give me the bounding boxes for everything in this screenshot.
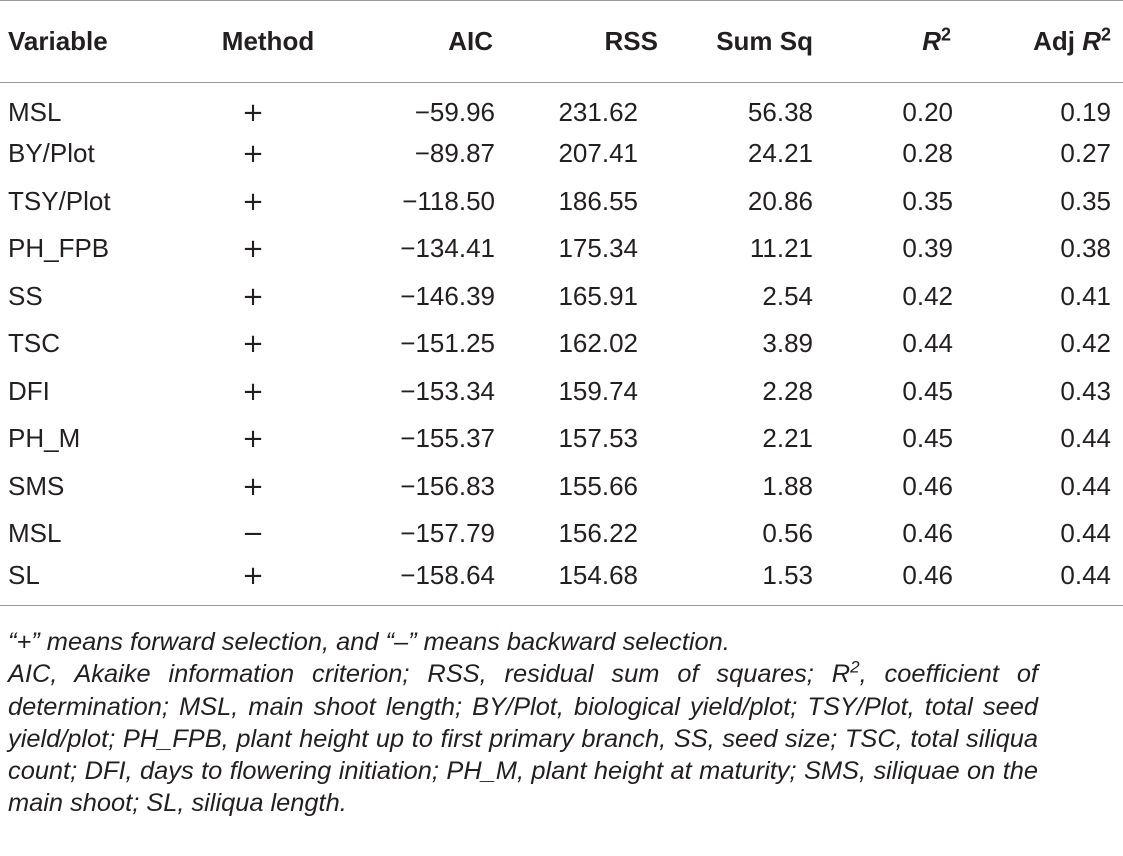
method-symbol: +	[242, 471, 264, 502]
cell-aic: −153.34	[400, 375, 495, 406]
header-rss: RSS	[513, 1, 658, 83]
cell-variable: MSL	[8, 518, 62, 549]
table-row	[0, 320, 1123, 368]
cell-aic: −157.79	[400, 518, 495, 549]
method-symbol: −	[242, 519, 264, 550]
cell-method	[178, 178, 328, 226]
method-symbol: +	[242, 376, 264, 407]
cell-adj-r-squared: 0.44	[1060, 559, 1111, 590]
cell-method	[178, 368, 328, 416]
cell-sum-sq: 3.89	[762, 328, 813, 359]
header-r-squared-base: R	[922, 26, 941, 56]
cell-variable: SS	[8, 280, 43, 311]
cell-r-squared: 0.42	[902, 280, 953, 311]
header-r-squared-sup: 2	[940, 24, 951, 45]
table-footnotes	[8, 626, 1038, 820]
cell-rss: 165.91	[558, 280, 638, 311]
cell-rss: 156.22	[558, 518, 638, 549]
cell-rss: 207.41	[558, 138, 638, 169]
method-symbol: +	[242, 139, 264, 170]
cell-adj-r-squared: 0.44	[1060, 423, 1111, 454]
cell-method	[178, 130, 328, 178]
method-symbol: +	[242, 98, 264, 128]
cell-method	[178, 415, 328, 463]
header-sum-sq: Sum Sq	[658, 1, 813, 83]
table-row	[0, 368, 1123, 416]
cell-r-squared: 0.45	[902, 423, 953, 454]
cell-variable: SL	[8, 559, 40, 590]
cell-aic: −158.64	[400, 559, 495, 590]
table-row	[0, 178, 1123, 226]
cell-adj-r-squared: 0.27	[1060, 138, 1111, 169]
cell-variable: BY/Plot	[8, 138, 95, 169]
cell-r-squared: 0.39	[902, 233, 953, 264]
cell-r-squared: 0.46	[902, 518, 953, 549]
cell-method	[178, 320, 328, 368]
cell-adj-r-squared: 0.19	[1060, 97, 1111, 127]
cell-rss: 162.02	[558, 328, 638, 359]
cell-aic: −155.37	[400, 423, 495, 454]
method-symbol: +	[242, 186, 264, 217]
header-variable: Variable	[0, 1, 178, 83]
footnote-abbrev-sup: 2	[850, 657, 860, 677]
table-row	[0, 510, 1123, 558]
cell-method	[178, 510, 328, 558]
cell-aic: −156.83	[400, 470, 495, 501]
cell-rss: 175.34	[558, 233, 638, 264]
table-row	[0, 463, 1123, 511]
cell-rss: 155.66	[558, 470, 638, 501]
table-header	[0, 1, 1123, 83]
header-r-squared	[813, 1, 959, 83]
header-adj-r-squared	[959, 1, 1123, 83]
cell-sum-sq: 24.21	[747, 138, 813, 169]
cell-adj-r-squared: 0.41	[1060, 280, 1111, 311]
table-body	[0, 83, 1123, 606]
cell-adj-r-squared: 0.43	[1060, 375, 1111, 406]
cell-r-squared: 0.44	[902, 328, 953, 359]
cell-method	[178, 83, 328, 131]
cell-method	[178, 463, 328, 511]
footnote-abbrev-part2: , coefficient of determination; MSL, main shoot length; BY/Plot, biological yield/plot; TSY/Plot, total seed yield/plot; PH_FPB, plant height up to first primary branch, SS, seed size; TSC, total siliqua count; DFI, days to flowering initiation; PH_M, plant height at maturity; SMS, siliquae on the main shoot; SL, siliqua length.	[8, 660, 1038, 818]
cell-sum-sq: 2.54	[762, 280, 813, 311]
cell-r-squared: 0.46	[902, 559, 953, 590]
cell-r-squared: 0.20	[902, 97, 953, 127]
footnote-abbreviations	[8, 658, 1038, 819]
cell-rss: 186.55	[558, 185, 638, 216]
cell-r-squared: 0.35	[902, 185, 953, 216]
table-row	[0, 130, 1123, 178]
header-method: Method	[178, 1, 328, 83]
table-row	[0, 225, 1123, 273]
cell-sum-sq: 56.38	[747, 97, 813, 127]
header-aic: AIC	[328, 1, 513, 83]
cell-variable: SMS	[8, 470, 65, 501]
cell-method	[178, 273, 328, 321]
cell-aic: −146.39	[400, 280, 495, 311]
cell-sum-sq: 0.56	[762, 518, 813, 549]
cell-aic: −89.87	[414, 138, 495, 169]
cell-sum-sq: 2.21	[762, 423, 813, 454]
cell-adj-r-squared: 0.44	[1060, 518, 1111, 549]
cell-rss: 231.62	[558, 97, 638, 127]
cell-sum-sq: 2.28	[762, 375, 813, 406]
cell-r-squared: 0.46	[902, 470, 953, 501]
cell-r-squared: 0.45	[902, 375, 953, 406]
cell-aic: −118.50	[402, 185, 495, 216]
cell-adj-r-squared: 0.38	[1060, 233, 1111, 264]
cell-adj-r-squared: 0.35	[1060, 185, 1111, 216]
cell-sum-sq: 11.21	[749, 233, 813, 264]
method-symbol: +	[242, 329, 264, 360]
method-symbol: +	[242, 424, 264, 455]
cell-r-squared: 0.28	[902, 138, 953, 169]
cell-aic: −134.41	[400, 233, 495, 264]
method-symbol: +	[242, 234, 264, 265]
cell-method	[178, 225, 328, 273]
table-row	[0, 558, 1123, 606]
cell-variable: PH_M	[8, 423, 81, 454]
header-row	[0, 1, 1123, 83]
cell-rss: 157.53	[558, 423, 638, 454]
table-row	[0, 415, 1123, 463]
header-adj-r-sup: 2	[1100, 24, 1111, 45]
cell-variable: TSY/Plot	[8, 185, 111, 216]
cell-variable: PH_FPB	[8, 233, 110, 264]
table-row	[0, 83, 1123, 131]
cell-method	[178, 558, 328, 606]
cell-sum-sq: 1.53	[762, 559, 813, 590]
cell-aic: −151.25	[400, 328, 495, 359]
cell-variable: MSL	[8, 97, 62, 127]
method-symbol: +	[242, 281, 264, 312]
cell-aic: −59.96	[414, 97, 495, 127]
cell-adj-r-squared: 0.44	[1060, 470, 1111, 501]
cell-adj-r-squared: 0.42	[1060, 328, 1111, 359]
footnote-method-legend: “+” means forward selection, and “–” means backward selection.	[8, 628, 730, 656]
footnote-abbrev-part1: AIC, Akaike information criterion; RSS, residual sum of squares; R	[8, 660, 851, 689]
cell-rss: 154.68	[558, 559, 638, 590]
header-adj-r-base: R	[1082, 26, 1101, 56]
cell-rss: 159.74	[558, 375, 638, 406]
cell-sum-sq: 20.86	[747, 185, 813, 216]
method-symbol: +	[242, 560, 264, 591]
cell-variable: DFI	[8, 375, 50, 406]
cell-sum-sq: 1.88	[762, 470, 813, 501]
cell-variable: TSC	[8, 328, 60, 359]
table-row	[0, 273, 1123, 321]
header-adj-prefix: Adj	[1033, 26, 1083, 56]
